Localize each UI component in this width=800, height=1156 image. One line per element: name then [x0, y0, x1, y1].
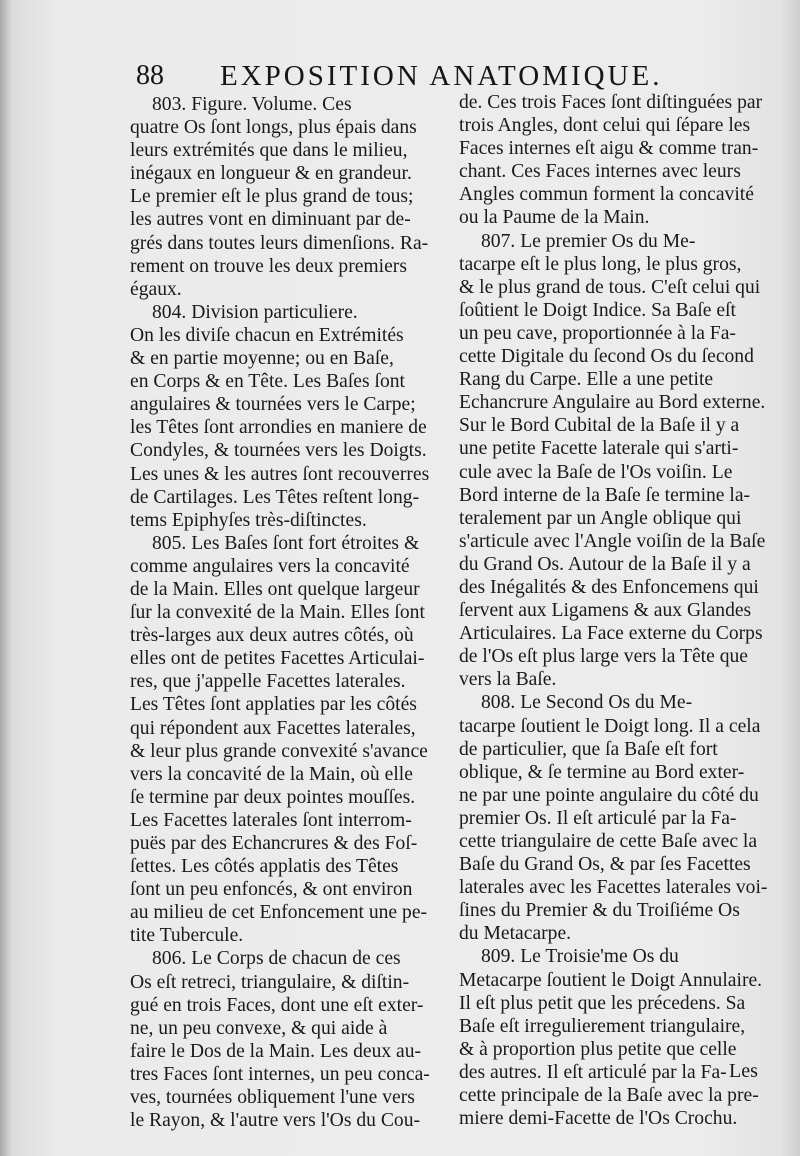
text-line: égaux.: [130, 278, 182, 300]
text-line: du Metacarpe.: [459, 923, 572, 945]
text-line: Bord interne de la Baſe ſe termine la-: [459, 484, 751, 506]
running-title: EXPOSITION ANATOMIQUE.: [220, 60, 663, 92]
text-line: cette Digitale du ſecond Os du ſecond: [459, 346, 754, 368]
text-line: 803. Figure. Volume. Ces: [152, 94, 352, 115]
text-line: oblique, & ſe termine au Bord exter-: [459, 761, 745, 783]
right-column: [459, 91, 769, 1130]
text-line: angulaires & tournées vers le Carpe;: [130, 394, 416, 416]
text-line: cette principale de la Baſe avec la pre-: [459, 1085, 759, 1107]
text-line: Les Têtes ſont applaties par les côtés: [130, 694, 417, 716]
text-line: en Corps & en Tête. Les Baſes ſont: [130, 371, 405, 393]
text-line: puës par des Echancrures & des Foſ-: [130, 833, 418, 854]
text-line: On les diviſe chacun en Extrémités: [130, 324, 404, 346]
text-line: 804. Division particuliere.: [152, 301, 358, 323]
text-line: des autres. Il eſt articulé par la Fa-: [459, 1061, 727, 1083]
text-line: ves, tournées obliquement l'une vers: [130, 1087, 415, 1109]
text-line: tems Epiphyſes très-diſtinctes.: [130, 509, 367, 531]
text-line: Il eſt plus petit que les précedens. Sa: [459, 992, 746, 1014]
text-line: Baſe eſt irregulierement triangulaire,: [459, 1015, 746, 1037]
text-line: miere demi-Facette de l'Os Crochu.: [459, 1108, 738, 1130]
text-line: 807. Le premier Os du Me-: [481, 230, 696, 252]
text-line: très-larges aux deux autres côtés, où: [130, 625, 414, 647]
text-line: tite Tubercule.: [130, 925, 244, 947]
text-line: Condyles, & tournées vers les Doigts.: [130, 440, 427, 462]
text-line: les Têtes ſont arrondies en maniere de: [130, 417, 427, 439]
text-line: teralement par un Angle oblique qui: [459, 507, 742, 529]
text-line: de l'Os eſt plus large vers la Tête que: [459, 646, 749, 668]
text-line: ſines du Premier & du Troiſiéme Os: [459, 900, 740, 922]
text-line: ne, un peu convexe, & qui aide à: [130, 1017, 388, 1039]
text-line: laterales avec les Facettes laterales voi-: [459, 877, 768, 899]
text-line: Articulaires. La Face externe du Corps: [459, 623, 763, 645]
text-line: les autres vont en diminuant par de-: [130, 209, 411, 231]
text-line: cette triangulaire de cette Baſe avec la: [459, 831, 758, 852]
text-line: elles ont de petites Facettes Articulai-: [130, 648, 425, 670]
text-line: res, que j'appelle Facettes laterales.: [130, 671, 406, 693]
text-line: ſur la convexité de la Main. Elles ſont: [130, 602, 425, 624]
text-line: Angles commun forment la concavité: [459, 184, 754, 206]
text-line: Metacarpe ſoutient le Doigt Annulaire.: [459, 969, 763, 991]
text-line: qui répondent aux Facettes laterales,: [130, 717, 416, 739]
text-line: gué en trois Faces, dont une eſt exter-: [130, 994, 424, 1016]
text-line: ſervent aux Ligamens & aux Glandes: [459, 600, 752, 622]
text-line: ſettes. Les côtés applatis des Têtes: [130, 856, 399, 878]
text-line: tacarpe ſoutient le Doigt long. Il a cela: [459, 715, 761, 737]
text-line: Le premier eſt le plus grand de tous;: [130, 186, 414, 208]
text-line: comme angulaires vers la concavité: [130, 555, 410, 577]
text-line: Echancrure Angulaire au Bord externe.: [459, 392, 766, 414]
text-line: Faces internes eſt aigu & comme tran-: [459, 138, 759, 160]
text-line: de particulier, que ſa Baſe eſt fort: [459, 738, 718, 760]
text-line: de la Main. Elles ont quelque largeur: [130, 578, 420, 600]
text-line: Sur le Bord Cubital de la Baſe il y a: [459, 415, 740, 437]
text-line: un peu cave, proportionnée à la Fa-: [459, 322, 736, 344]
text-line: ſont un peu enfoncés, & ont environ: [130, 879, 413, 901]
text-line: le Rayon, & l'autre vers l'Os du Cou-: [130, 1110, 421, 1132]
page-number: 88: [136, 60, 164, 91]
text-line: une petite Facette laterale qui s'arti-: [459, 438, 739, 460]
text-line: faire le Dos de la Main. Les deux au-: [130, 1040, 422, 1062]
text-line: de. Ces trois Faces ſont diſtinguées par: [459, 92, 763, 113]
text-line: & en partie moyenne; ou en Baſe,: [130, 348, 394, 370]
text-line: rement on trouve les deux premiers: [130, 255, 407, 277]
text-line: grés dans toutes leurs dimenſions. Ra-: [130, 232, 429, 254]
text-line: & à proportion plus petite que celle: [459, 1038, 737, 1060]
page-header: [136, 60, 676, 94]
text-line: 808. Le Second Os du Me-: [481, 692, 693, 714]
text-line: des Inégalités & des Enfoncemens qui: [459, 576, 759, 598]
catchword: Les: [729, 1060, 758, 1082]
text-line: ou la Paume de la Main.: [459, 207, 650, 229]
text-line: au milieu de cet Enfoncement une pe-: [130, 902, 428, 924]
text-line: ſoûtient le Doigt Indice. Sa Baſe eſt: [459, 299, 736, 321]
text-line: Les Facettes laterales ſont interrom-: [130, 809, 412, 831]
text-line: 806. Le Corps de chacun de ces: [152, 948, 401, 970]
text-line: trois Angles, dont celui qui ſépare les: [459, 115, 751, 137]
text-line: Baſe du Grand Os, & par ſes Facettes: [459, 854, 751, 876]
text-line: vers la concavité de la Main, où elle: [130, 763, 413, 785]
text-line: de Cartilages. Les Têtes reſtent long-: [130, 486, 420, 508]
text-line: vers la Baſe.: [459, 669, 557, 691]
text-line: quatre Os ſont longs, plus épais dans: [130, 117, 417, 139]
text-line: premier Os. Il eſt articulé par la Fa-: [459, 807, 737, 829]
text-line: Les unes & les autres ſont recouverres: [130, 463, 430, 485]
text-line: Rang du Carpe. Elle a une petite: [459, 369, 714, 391]
text-line: du Grand Os. Autour de la Baſe il y a: [459, 553, 751, 575]
text-line: Os eſt retreci, triangulaire, & diſtin-: [130, 971, 410, 993]
text-line: cule avec la Baſe de l'Os voiſin. Le: [459, 461, 733, 483]
text-line: leurs extrémités que dans le milieu,: [130, 140, 408, 162]
text-line: & le plus grand de tous. C'eſt celui qui: [459, 276, 761, 298]
text-line: s'articule avec l'Angle voiſin de la Baſe: [459, 530, 766, 552]
text-line: tacarpe eſt le plus long, le plus gros,: [459, 253, 742, 275]
text-line: & leur plus grande convexité s'avance: [130, 740, 428, 762]
left-column: [130, 93, 435, 1132]
text-line: 805. Les Baſes ſont fort étroites &: [152, 532, 420, 554]
text-line: ſe termine par deux pointes mouſſes.: [130, 786, 416, 808]
text-line: 809. Le Troisie'me Os du: [481, 946, 679, 968]
text-line: tres Faces ſont internes, un peu conca-: [130, 1063, 430, 1085]
text-line: chant. Ces Faces internes avec leurs: [459, 161, 741, 183]
text-line: ne par une pointe angulaire du côté du: [459, 784, 759, 806]
text-line: inégaux en longueur & en grandeur.: [130, 163, 412, 185]
